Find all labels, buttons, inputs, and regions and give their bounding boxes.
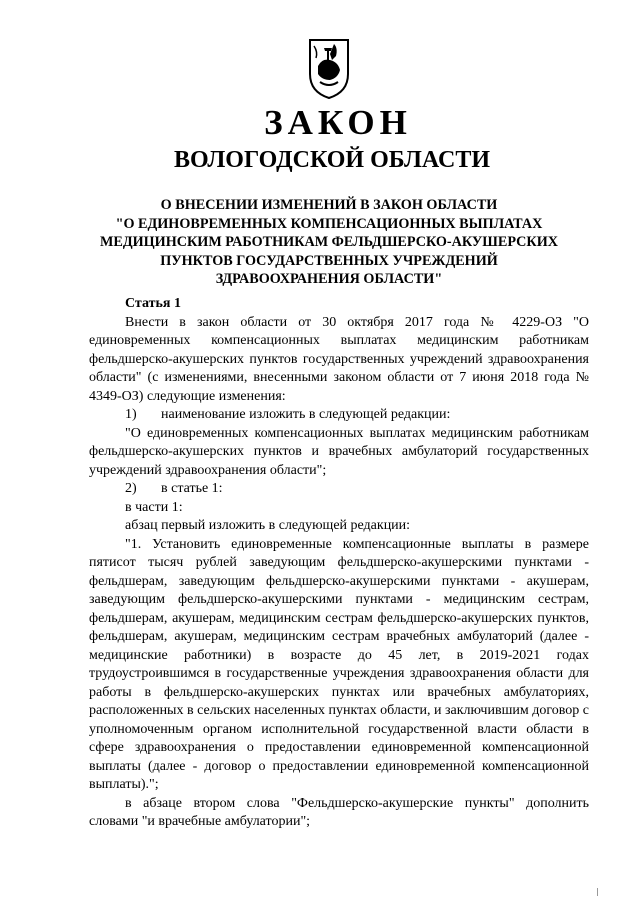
item-text: в статье 1: xyxy=(161,481,223,496)
list-item xyxy=(89,480,589,499)
heading-line: ЗДРАВООХРАНЕНИЯ ОБЛАСТИ" xyxy=(215,271,443,287)
item-number: 1) xyxy=(125,407,137,422)
region-title: ВОЛОГОДСКОЙ ОБЛАСТИ xyxy=(173,147,491,173)
quoted-title: "О единовременных компенсационных выплатах медицинским работникам фельдшерско-акушерских пунктов и врачебных амбулаторий государственных учреждений здравоохранения области"; xyxy=(89,425,589,478)
heading-line: ПУНКТОВ ГОСУДАРСТВЕННЫХ УЧРЕЖДЕНИЙ xyxy=(160,252,498,269)
list-item xyxy=(89,406,589,425)
intro-paragraph: Внести в закон области от 30 октября 2017 года № 4229-ОЗ "О единовременных компенсационных выплатах медицинским работникам фельдшерско-акушерских пунктов государственных учреждений здравоохранения области" (с изменениями, внесенными законом области от 7 июня 2018 года № 4349-ОЗ) следующие изменения: xyxy=(89,314,589,404)
paragraph: в абзаце втором слова "Фельдшерско-акушерские пункты" дополнить словами "и врачебные амбулатории"; xyxy=(89,795,589,829)
item-number: 2) xyxy=(125,481,137,496)
quoted-paragraph: "1. Установить единовременные компенсационные выплаты в размере пятисот тысяч рублей заведующим фельдшерско-акушерскими пунктами - фельдшерам, заведующим фельдшерско-акушерскими пунктами - акушерам, заведующим фельдшерско-акушерскими пунктами - медицинским сестрам, фельдшерам, акушерам, медицинским сестрам фельдшерско-акушерских пунктов, фельдшерам, акушерам, медицинским сестрам врачебных амбулаторий (далее - медицинские работники) в возрасте до 45 лет, в 2019-2021 годах трудоустроившимся в государственные учреждения здравоохранения области для работы в фельдшерско-акушерских пунктах или врачебных амбулаториях, расположенных в сельских населенных пунктах области, и заключившим договор с уполномоченным органом исполнительной государственной власти области в сфере здравоохранения о предоставлении единовременной компенсационной выплаты (далее - договор о предоставлении единовременной компенсационной выплаты)."; xyxy=(89,536,589,792)
document-body xyxy=(89,295,589,832)
law-title: ЗАКОН xyxy=(264,103,412,142)
law-heading xyxy=(60,196,598,289)
part-paragraph: в части 1: xyxy=(125,499,183,515)
coat-of-arms-icon xyxy=(304,36,354,100)
heading-line: "О ЕДИНОВРЕМЕННЫХ КОМПЕНСАЦИОННЫХ ВЫПЛАТАХ xyxy=(115,215,543,232)
paragraph: абзац первый изложить в следующей редакции: xyxy=(125,518,411,533)
heading-line: О ВНЕСЕНИИ ИЗМЕНЕНИЙ В ЗАКОН ОБЛАСТИ xyxy=(160,197,498,213)
item-text: наименование изложить в следующей редакции: xyxy=(161,407,451,422)
page-mark xyxy=(597,888,598,896)
article-title: Статья 1 xyxy=(125,296,181,311)
heading-line: МЕДИЦИНСКИМ РАБОТНИКАМ ФЕЛЬДШЕРСКО-АКУШЕРСКИХ xyxy=(100,234,558,250)
